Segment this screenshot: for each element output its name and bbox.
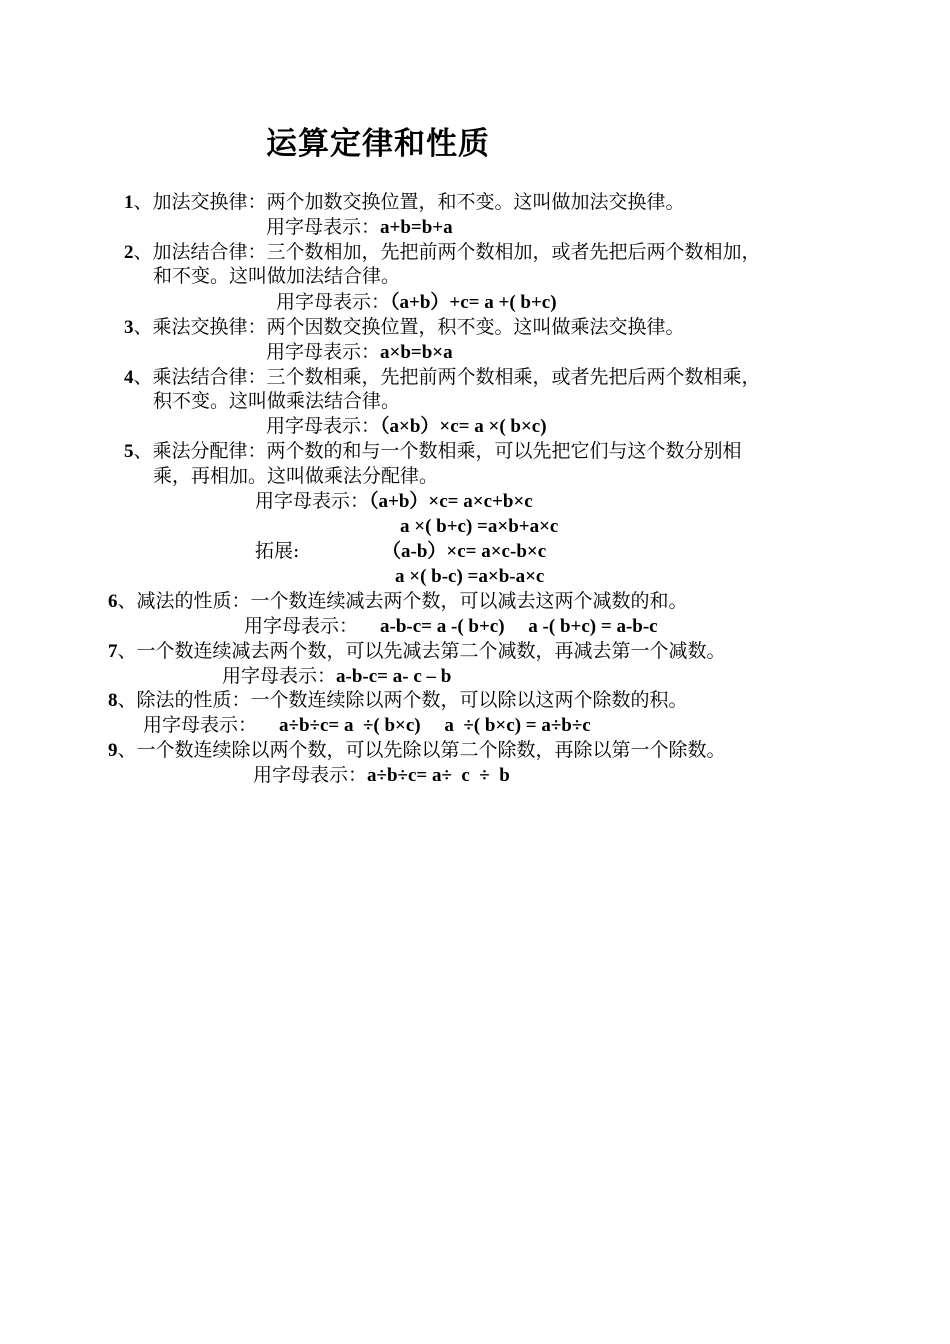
- rule-body: 一个数连续减去两个数，可以先减去第二个减数，再减去第一个减数。: [136, 640, 726, 662]
- rule-4-formula-line: [266, 414, 547, 439]
- rule-5-extension-line: [255, 539, 299, 564]
- rule-2-formula-line: [276, 290, 557, 315]
- formula-label: 用字母表示：: [266, 415, 381, 437]
- formula: （a×b）×c= a ×( b×c): [380, 416, 547, 437]
- rule-3-text: [124, 315, 685, 340]
- rule-number: 5: [124, 441, 134, 462]
- formula: a-b-c= a -( b+c) a -( b+c) = a-b-c: [380, 616, 658, 637]
- formula: a×b=b×a: [380, 342, 453, 363]
- rule-number: 1: [124, 192, 134, 213]
- formula-label: 用字母表示：: [253, 764, 368, 786]
- formula-label: 用字母表示：: [255, 490, 370, 512]
- rule-separator: 、: [133, 366, 153, 388]
- formula: （a+b）+c= a +( b+c): [390, 292, 557, 313]
- rule-number: 8: [108, 690, 118, 711]
- extension-label: 拓展:: [255, 540, 300, 562]
- rule-number: 4: [124, 367, 134, 388]
- rule-number: 9: [108, 740, 118, 761]
- rule-number: 7: [108, 641, 118, 662]
- formula-label: 用字母表示：: [143, 714, 258, 736]
- rule-7-text: [108, 639, 726, 664]
- rule-body: 乘法交换律：两个因数交换位置，积不变。这叫做乘法交换律。: [152, 316, 685, 338]
- rule-5-formula-line: [255, 489, 533, 514]
- formula-label: 用字母表示：: [266, 341, 381, 363]
- rule-3-formula-line: [266, 340, 453, 365]
- rule-5-extension-formula-1: （a-b）×c= a×c-b×c: [382, 541, 547, 562]
- rule-5-formula-2: a ×( b+c) =a×b+a×c: [400, 516, 559, 537]
- formula-label: 用字母表示：: [244, 615, 359, 637]
- formula: a÷b÷c= a÷ c ÷ b: [367, 765, 510, 786]
- formula-label: 用字母表示：: [222, 665, 337, 687]
- rule-5-text-cont: 乘，再相加。这叫做乘法分配律。: [153, 465, 439, 487]
- rule-9-text: [108, 738, 726, 763]
- rule-1-formula-line: [266, 215, 453, 240]
- formula-label: 用字母表示：: [276, 291, 391, 313]
- rule-8-formula-line: [143, 713, 591, 738]
- formula: a÷b÷c= a ÷( b×c) a ÷( b×c) = a÷b÷c: [279, 715, 591, 736]
- rule-number: 6: [108, 591, 118, 612]
- rule-body: 加法结合律：三个数相加，先把前两个数相加，或者先把后两个数相加，: [152, 241, 761, 263]
- rule-separator: 、: [117, 590, 137, 612]
- rule-9-formula-line: [253, 763, 510, 788]
- page-title: 运算定律和性质: [266, 126, 490, 162]
- rule-separator: 、: [133, 241, 153, 263]
- rule-5-extension-formula-2: a ×( b-c) =a×b-a×c: [395, 566, 545, 587]
- rule-2-text: [124, 240, 761, 265]
- rule-separator: 、: [133, 191, 153, 213]
- rule-body: 加法交换律：两个加数交换位置，和不变。这叫做加法交换律。: [152, 191, 685, 213]
- rule-8-text: [108, 688, 688, 713]
- rule-separator: 、: [117, 640, 137, 662]
- rule-5-text: [124, 439, 742, 464]
- rule-7-formula-line: [222, 664, 451, 689]
- formula-label: 用字母表示：: [266, 216, 381, 238]
- rule-1-text: [124, 190, 685, 215]
- rule-separator: 、: [133, 440, 153, 462]
- rule-separator: 、: [133, 316, 153, 338]
- rule-number: 2: [124, 242, 134, 263]
- rule-6-text: [108, 589, 688, 614]
- rule-4-text: [124, 365, 761, 390]
- rule-number: 3: [124, 317, 134, 338]
- rule-body: 一个数连续除以两个数，可以先除以第二个除数，再除以第一个除数。: [136, 739, 726, 761]
- formula: a-b-c= a- c – b: [336, 666, 452, 687]
- rule-6-formula-line: [244, 614, 658, 639]
- rule-separator: 、: [117, 689, 137, 711]
- rule-separator: 、: [117, 739, 137, 761]
- formula: a+b=b+a: [380, 217, 453, 238]
- rule-body: 乘法结合律：三个数相乘，先把前两个数相乘，或者先把后两个数相乘，: [152, 366, 761, 388]
- rule-body: 乘法分配律：两个数的和与一个数相乘，可以先把它们与这个数分别相: [152, 440, 742, 462]
- rule-body: 除法的性质：一个数连续除以两个数，可以除以这两个除数的积。: [136, 689, 688, 711]
- formula: （a+b）×c= a×c+b×c: [369, 491, 533, 512]
- rule-4-text-cont: 积不变。这叫做乘法结合律。: [153, 390, 401, 412]
- rule-body: 减法的性质：一个数连续减去两个数，可以减去这两个减数的和。: [136, 590, 688, 612]
- rule-2-text-cont: 和不变。这叫做加法结合律。: [153, 265, 401, 287]
